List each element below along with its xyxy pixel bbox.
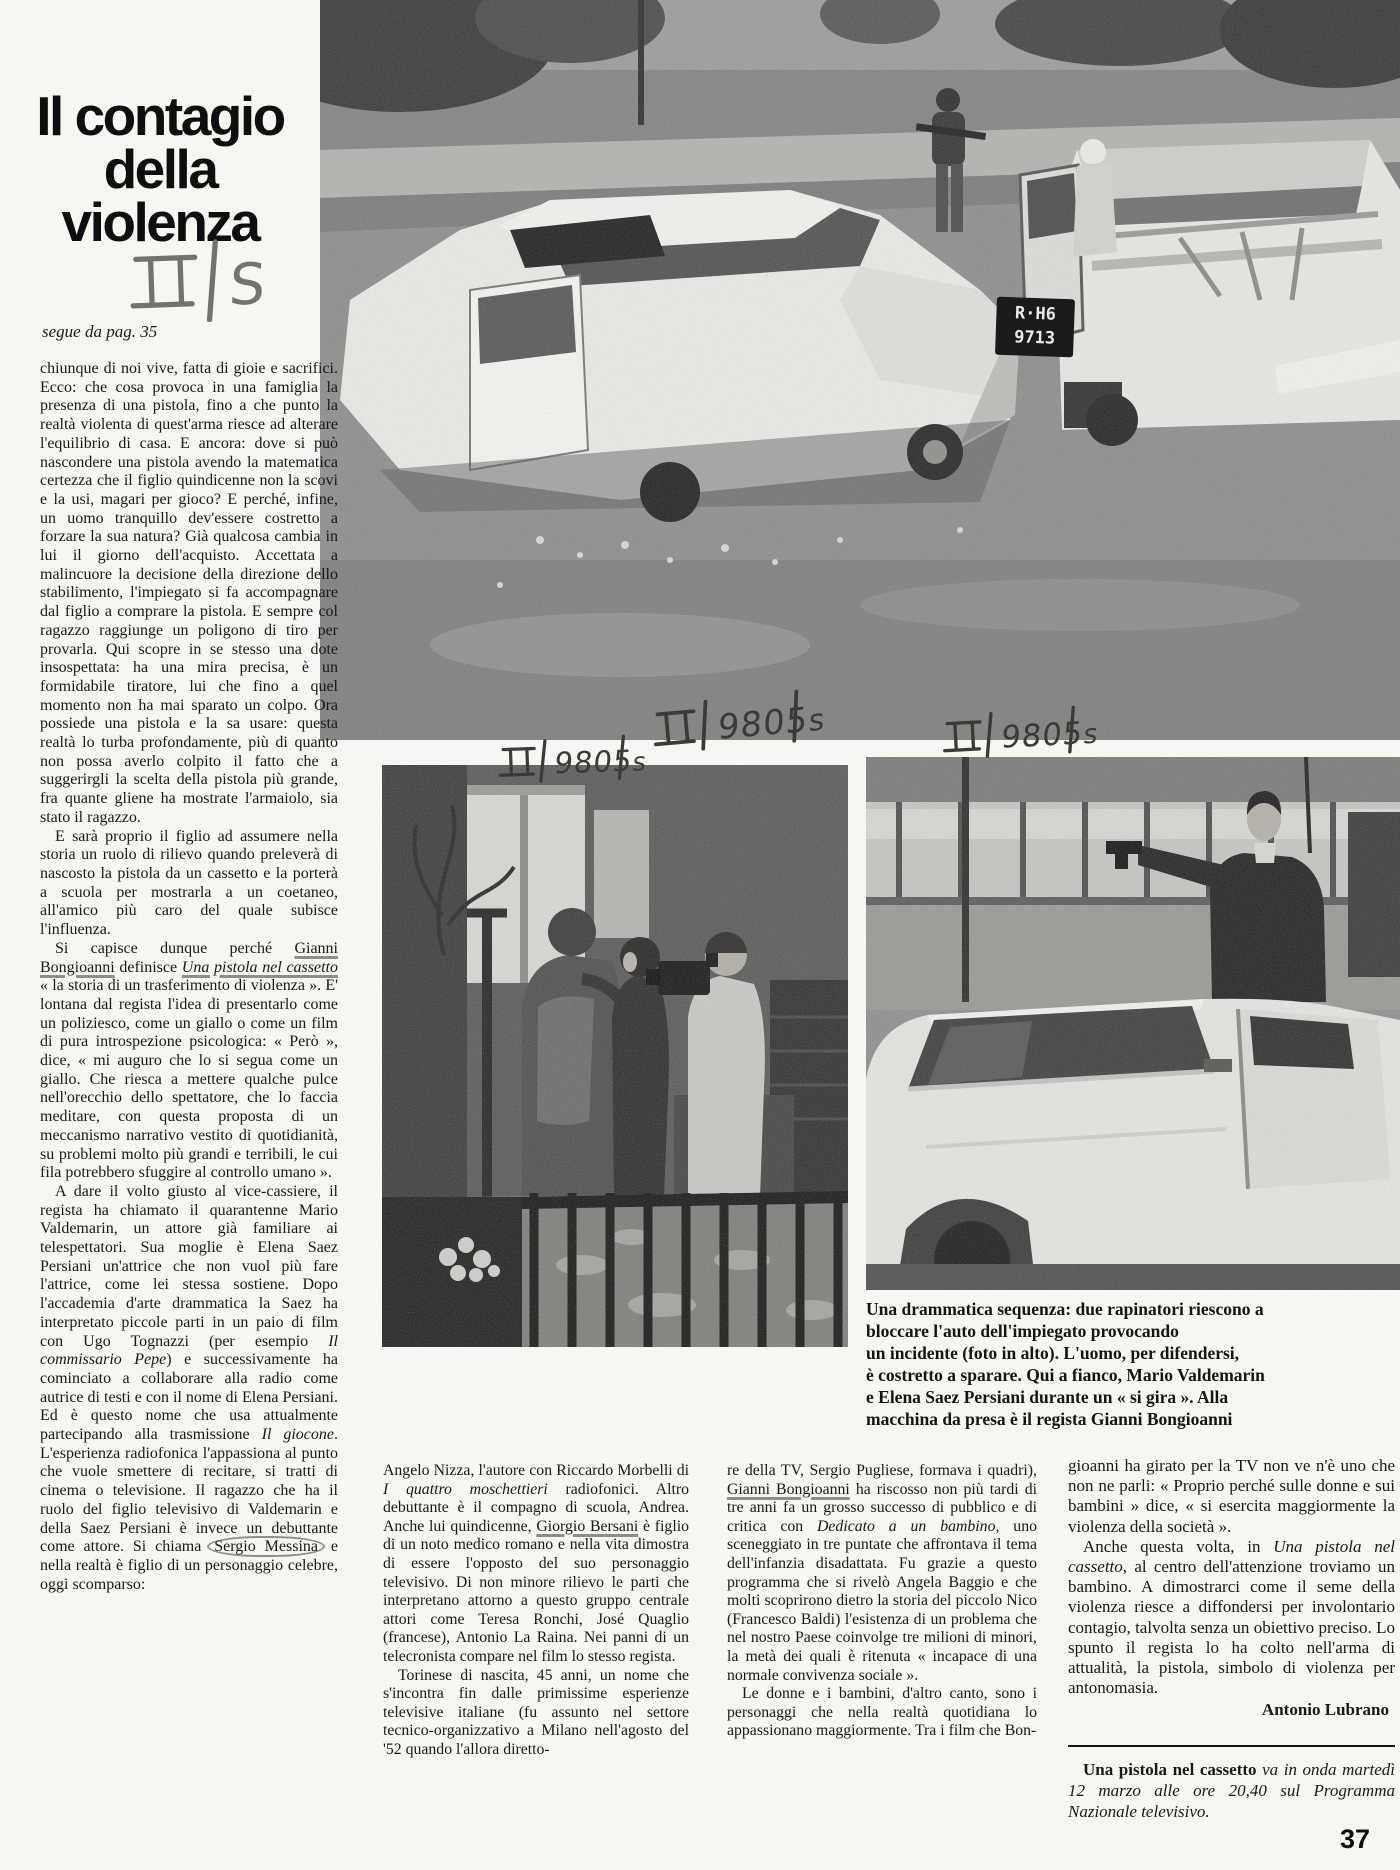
slash-stroke — [539, 741, 546, 781]
article-paragraph: Angelo Nizza, l'autore con Riccardo Morbelli di I quattro moschettieri radiofonici. Altro debuttante è il compagno di scuola, Andrea. Anche lui quindicenne, Giorgio Bersani è figlio di un noto medico romano e nella vita dimostra di essere l'opposto del suo personaggio televisivo. Di non minore rilievo le parti che interpretano attorno a questo gruppo centrale attori come Teresa Ronchi, José Quaglio (francese), Antonio La Raina. Nei panni di un telecronista compare nel film lo stesso regista. — [383, 1462, 689, 1665]
article-paragraph: Si capisce dunque perché Gianni Bongioanni definisce Una pistola nel cassetto « la storia di un trasferimento di violenza ». E' lontana dal regista l'idea di presentarlo come un poliziesco, come un giallo o come un film di pura introspezione psicologica: « Però », dice, « mi auguro che lo si segua come un giallo. Che riesca a mettere qualche pulce nell'orecchio dello spettatore, che lo faccia meditare, con questa proposta di un meccanismo narrativo vestito di quotidianità, su problemi molto più grandi e terribili, le cui fila potrebbero sfuggire al controllo umano ». — [40, 939, 338, 1182]
frame-letter: s — [807, 702, 826, 740]
page-number: 37 — [1340, 1824, 1371, 1854]
slash-stroke — [207, 242, 218, 320]
article-paragraph: chiunque di noi vive, fatta di gioie e sacrifici. Ecco: che cosa provoca in una famiglia la presenza di una pistola, fino a che punto la realtà violenta di quest'arma riesce ad alterare l'equilibrio di casa. E ancora: dove si può nascondere una pistola avendo la matematica certezza che il figlio quindicenne non la scovi e la usi, magari per gioco? E perché, infine, un uomo tranquillo dev'essere costretto a forzare la sua natura? Già qualcosa cambia in lui il giorno dell'acquisto. Accettata a malincuore la decisione della direzione dello stabilimento, l'impiegato si fa accompagnare dal figlio a comprare la pistola. E sempre col ragazzo raggiunge un poligono di tiro per provarla. Qui scopre in se stesso una dote insospettata: ha una mira precisa, è un formidabile tiratore, lui che fino a quel momento non ha mai sparato un colpo. Ora possiede una pistola e la sa usare: questa realtà lo turba profondamente, più di quanto non possa averlo colpito il fatto che a suggerirgli la scelta della pistola più grande, fra quante gliene ha mostrate l'armaiolo, sia stato il ragazzo. — [40, 360, 338, 826]
gunman-illustration — [866, 757, 1400, 1290]
title-line: Il contagio — [36, 85, 284, 147]
frame-letter: s — [631, 747, 648, 778]
slash-stroke — [699, 702, 709, 749]
roman-numeral-II-glyph — [499, 748, 535, 775]
article-paragraph: re della TV, Sergio Pugliese, formava i quadri), Gianni Bongioanni ha riscosso non più tardi di tre anni fa un grosso successo di pubblico e di critica con Dedicato a un bambino, uno sceneggiato in tre puntate che affrontava il tema dell'infanzia disadattata. Fu grazie a questo programma che si rivelò Angela Baggio e che molti scoprirono dietro la storia del piccolo Nico (Francesco Baldi) l'esistenza di un problema che nel nostro Paese coinvolge tre milioni di minori, la metà dei quali è ritenuta « incapace di una normale convivenza sociale ». — [727, 1462, 1037, 1684]
author-byline: Antonio Lubrano — [1261, 1700, 1389, 1720]
photo-caption — [866, 1298, 1400, 1430]
frame-letter: s — [1082, 718, 1099, 751]
article-column-4 — [1068, 1456, 1395, 1822]
roman-numeral-II-glyph — [943, 722, 981, 751]
roman-numeral-II-glyph — [653, 711, 696, 744]
photo-car-crash — [320, 0, 1400, 740]
caption-line: un incidente (foto in alto). L'uomo, per difendersi, — [866, 1343, 1240, 1363]
handwritten-frame-mark — [941, 704, 1111, 761]
article-paragraph: Le donne e i bambini, d'altro canto, sono i personaggi che nella realtà quotidiana lo appassionano maggiormente. Tra i film che Bon- — [727, 1685, 1037, 1740]
roman-numeral-II-glyph — [132, 257, 197, 306]
broadcast-note-box — [1068, 1745, 1395, 1822]
handwritten-frame-mark — [497, 733, 658, 784]
article-paragraph: Anche questa volta, in Una pistola nel cassetto, al centro dell'attenzione troviamo un bambino. A dimostrarci come il seme della violenza riesce a diffondersi per involontario contagio, talvolta senza un obiettivo preciso. Lo spunto il regista lo ha colto nell'arma di attualità, la pistola, simbolo di violenza per antonomasia. — [1068, 1536, 1395, 1698]
frame-code: 9805 — [552, 743, 635, 781]
article-column-1 — [40, 360, 338, 1594]
caption-line: bloccare l'auto dell'impiegato provocando — [866, 1321, 1179, 1341]
title-line: della — [103, 138, 217, 200]
license-plate-line: 9713 — [1013, 327, 1056, 349]
broadcast-note: Una pistola nel cassetto va in onda martedì 12 marzo alle ore 20,40 sul Programma Nazionale televisivo. — [1068, 1759, 1396, 1821]
film-set-illustration — [382, 765, 848, 1347]
continuation-note: segue da pag. 35 — [42, 322, 158, 341]
photo-actor-aiming-gun — [866, 757, 1400, 1290]
article-paragraph: gioanni ha girato per la TV non ve n'è uno che non ne parli: « Proprio perché sulle donne e sui bambini » dice, « si esercita maggiormente la violenza della società ». — [1068, 1456, 1395, 1536]
caption-line: è costretto a sparare. Qui a fianco, Mario Valdemarin — [866, 1365, 1265, 1385]
slash-stroke — [985, 714, 993, 756]
article-paragraph: E sarà proprio il figlio ad assumere nella storia un ruolo di rilievo quando preleverà di nascosto la pistola da un cassetto e la porterà a scuola per mostrarla a un coetaneo, all'amico più caro del quale subisce l'influenza. — [40, 827, 338, 939]
title-line: violenza — [61, 191, 259, 253]
caption-line: macchina da presa è il regista Gianni Bongioanni — [866, 1409, 1233, 1429]
article-paragraph: A dare il volto giusto al vice-cassiere, il regista ha chiamato il quarantenne Mario Valdemarin, un attore già familiare ai telespettatori. Sua moglie è Elena Saez Persiani un'attrice che non vuol più fare l'attrice, come lei stessa sostiene. Dopo l'accademia d'arte drammatica la Saez ha interpretato piccole parti in un paio di film con Ugo Tognazzi (per esempio Il commissario Pepe) e successivamente ha cominciato a collaborare alla radio come autrice di testi e con il nome di Elena Persiani. Ed è questo nome che usa attualmente partecipando alla trasmissione Il giocone. L'esperienza radiofonica l'appassiona al punto che vuole smettere di recitare, si tratti di cinema o televisione. Il ragazzo che ha il ruolo del figlio televisivo di Valdemarin e della Saez Persiani è invece un debuttante come attore. Si chiama Sergio Messina e nella realtà è figlio di un personaggio celebre, oggi scomparso: — [40, 1182, 339, 1593]
license-plate-line: R·H6 — [1014, 303, 1057, 325]
handwritten-letter: S — [227, 251, 268, 319]
photo-film-set-interior — [382, 765, 848, 1347]
article-column-2 — [383, 1462, 689, 1760]
frame-code: 9805 — [999, 715, 1085, 756]
car-crash-illustration — [320, 0, 1400, 740]
caption-line: e Elena Saez Persiani durante un « si gira ». Alla — [866, 1387, 1229, 1407]
article-title — [14, 85, 306, 253]
frame-code: 9805 — [716, 699, 810, 749]
license-plate — [995, 297, 1075, 358]
handwritten-title-mark — [125, 235, 286, 325]
caption-line: Una drammatica sequenza: due rapinatori riescono a — [866, 1299, 1264, 1319]
article-paragraph: Torinese di nascita, 45 anni, un nome che s'incontra fin dalle primissime esperienze televisive italiane (fu assunto nel settore tecnico-organizzativo a Milano nell'agosto del '52 quando l'allora diretto- — [383, 1666, 689, 1758]
article-column-3 — [727, 1462, 1037, 1741]
